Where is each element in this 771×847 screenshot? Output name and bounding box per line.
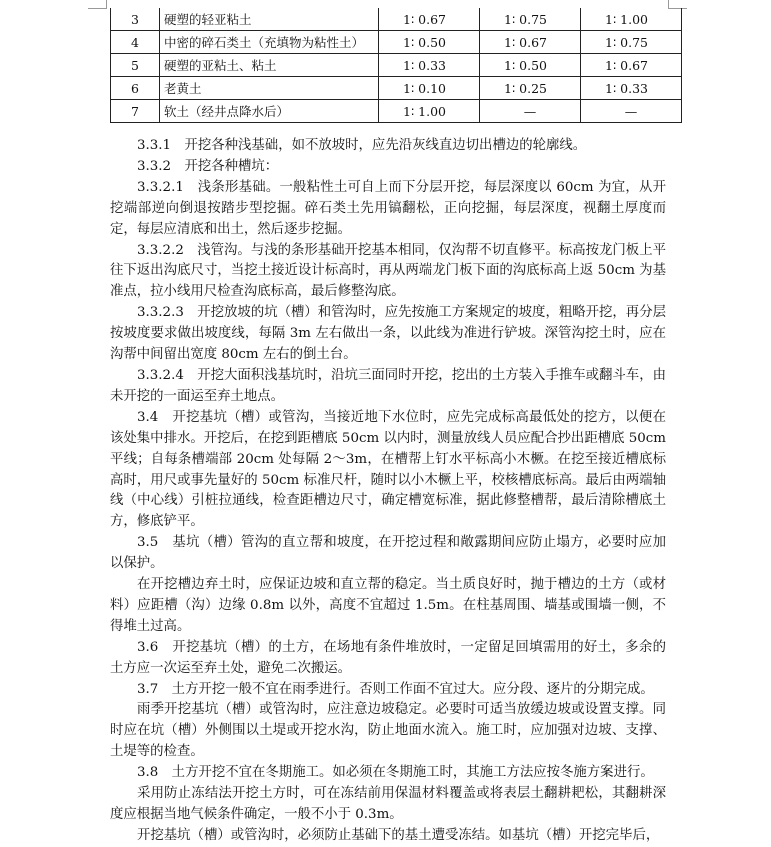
paragraph-3-6: 3.6 开挖基坑（槽）的土方，在场地有条件堆放时，一定留足回填需用的好土，多余的土方应一次运至弃土处，避免二次搬运。 xyxy=(110,639,666,676)
paragraph-3-3-2: 3.3.2 开挖各种槽坑： xyxy=(137,158,279,174)
slope-value-cell: 1∶ 0.67 xyxy=(480,31,581,54)
table-row xyxy=(111,31,682,54)
slope-value-cell: 1∶ 0.33 xyxy=(581,77,682,100)
table-row xyxy=(111,77,682,100)
slope-value-cell: 1∶ 0.33 xyxy=(379,54,480,77)
slope-value-cell: 1∶ 0.75 xyxy=(581,31,682,54)
paragraph-3-3-2-4: 3.3.2.4 开挖大面积浅基坑时，沿坑三面同时开挖，挖出的土方装入手推车或翻斗车，由未开挖的一面运至弃土地点。 xyxy=(110,367,666,404)
table-row xyxy=(111,100,682,123)
table-row xyxy=(111,54,682,77)
paragraph-3-7: 3.7 土方开挖一般不宜在雨季进行。否则工作面不宜过大。应分段、逐片的分期完成。 xyxy=(137,681,654,697)
row-number-cell: 6 xyxy=(111,77,160,100)
paragraph-3-3-2-1: 3.3.2.1 浅条形基础。一般粘性土可自上而下分层开挖，每层深度以 60cm 为宜，从开挖端部逆向倒退按踏步型挖掘。碎石类土先用镐翻松，正向挖掘，每层深度，视翻土厚度而定，每层应清底和出土，然后逐步挖掘。 xyxy=(110,179,666,237)
paragraph-3-3-1: 3.3.1 开挖各种浅基础，如不放坡时，应先沿灰线直边切出槽边的轮廓线。 xyxy=(137,138,587,153)
row-number-cell: 7 xyxy=(111,100,160,123)
paragraph-3-5: 3.5 基坑（槽）管沟的直立帮和坡度，在开挖过程和敞露期间应防止塌方，必要时应加以保护。 xyxy=(110,535,666,572)
row-number-cell: 4 xyxy=(111,31,160,54)
slope-value-cell: — xyxy=(581,100,682,123)
slope-value-cell: 1∶ 1.00 xyxy=(379,100,480,123)
paragraph-3-8: 3.8 土方开挖不宜在冬期施工。如必须在冬期施工时，其施工方法应按冬施方案进行。 xyxy=(137,765,654,781)
slope-table xyxy=(110,8,682,123)
table-row xyxy=(111,8,682,31)
slope-value-cell: 1∶ 1.00 xyxy=(581,8,682,31)
slope-value-cell: 1∶ 0.67 xyxy=(379,8,480,31)
paragraph-anti-freeze: 采用防止冻结法开挖土方时，可在冻结前用保温材料覆盖或将表层土翻耕耙松，其翻耕深度应根据当地气候条件确定，一般不小于 0.3m。 xyxy=(110,786,666,822)
soil-type-cell: 硬塑的亚粘土、粘土 xyxy=(160,54,379,77)
soil-type-cell: 软土（经井点降水后） xyxy=(160,100,379,123)
paragraph-winter-pit: 开挖基坑（槽）或管沟时，必须防止基础下的基土遭受冻结。如基坑（槽）开挖完毕后， xyxy=(137,827,660,843)
row-number-cell: 3 xyxy=(111,8,160,31)
row-number-cell: 5 xyxy=(111,54,160,77)
paragraph-3-3-2-2: 3.3.2.2 浅管沟。与浅的条形基础开挖基本相同，仅沟帮不切直修平。标高按龙门板上平往下返出沟底尺寸，当挖土接近设计标高时，再从两端龙门板下面的沟底标高上返 50cm 为基准点，拉小线用尺检查沟底标高，最后修整沟底。 xyxy=(110,242,666,300)
paragraph-3-4: 3.4 开挖基坑（槽）或管沟，当接近地下水位时，应先完成标高最低处的挖方，以便在该处集中排水。开挖后，在挖到距槽底 50cm 以内时，测量放线人员应配合抄出距槽底 50cm 平线；自每条槽端部 20cm 处每隔 2～3m，在槽帮上钉水平标高小木橛。在挖至接近槽底标高时，用尺或事先量好的 50cm 标准尺杆，随时以小木橛上平，校核槽底标高。最后由两端轴线（中心线）引桩拉通线，检查距槽边尺寸，确定槽宽标准，据此修整槽帮，最后清除槽底土方，修底铲平。 xyxy=(110,409,666,530)
paragraph-3-3-2-3: 3.3.2.3 开挖放坡的坑（槽）和管沟时，应先按施工方案规定的坡度，粗略开挖，再分层按坡度要求做出坡度线，每隔 3m 左右做出一条，以此线为准进行铲坡。深管沟挖土时，应在沟帮中间留出宽度 80cm 左右的倒土台。 xyxy=(110,305,666,363)
slope-value-cell: 1∶ 0.75 xyxy=(480,8,581,31)
page-corner-mark-left xyxy=(88,0,107,9)
slope-value-cell: 1∶ 0.67 xyxy=(581,54,682,77)
slope-value-cell: 1∶ 0.25 xyxy=(480,77,581,100)
paragraph-spoil-placement: 在开挖槽边弃土时，应保证边坡和直立帮的稳定。当土质良好时，抛于槽边的土方（或材料）应距槽（沟）边缘 0.8m 以外，高度不宜超过 1.5m。在柱基周围、墙基或围墙一侧，不得堆土过高。 xyxy=(110,577,666,634)
slope-value-cell: 1∶ 0.50 xyxy=(379,31,480,54)
paragraph-rainy-season: 雨季开挖基坑（槽）或管沟时，应注意边坡稳定。必要时可适当放缓边坡或设置支撑。同时应在坑（槽）外侧围以土堤或开挖水沟，防止地面水流入。施工时，应加强对边坡、支撑、土堤等的检查。 xyxy=(110,702,666,760)
slope-value-cell: 1∶ 0.50 xyxy=(480,54,581,77)
document-body xyxy=(110,136,666,847)
slope-value-cell: — xyxy=(480,100,581,123)
slope-value-cell: 1∶ 0.10 xyxy=(379,77,480,100)
soil-type-cell: 中密的碎石类土（充填物为粘性土） xyxy=(160,31,379,54)
soil-type-cell: 老黄土 xyxy=(160,77,379,100)
soil-type-cell: 硬塑的轻亚粘土 xyxy=(160,8,379,31)
